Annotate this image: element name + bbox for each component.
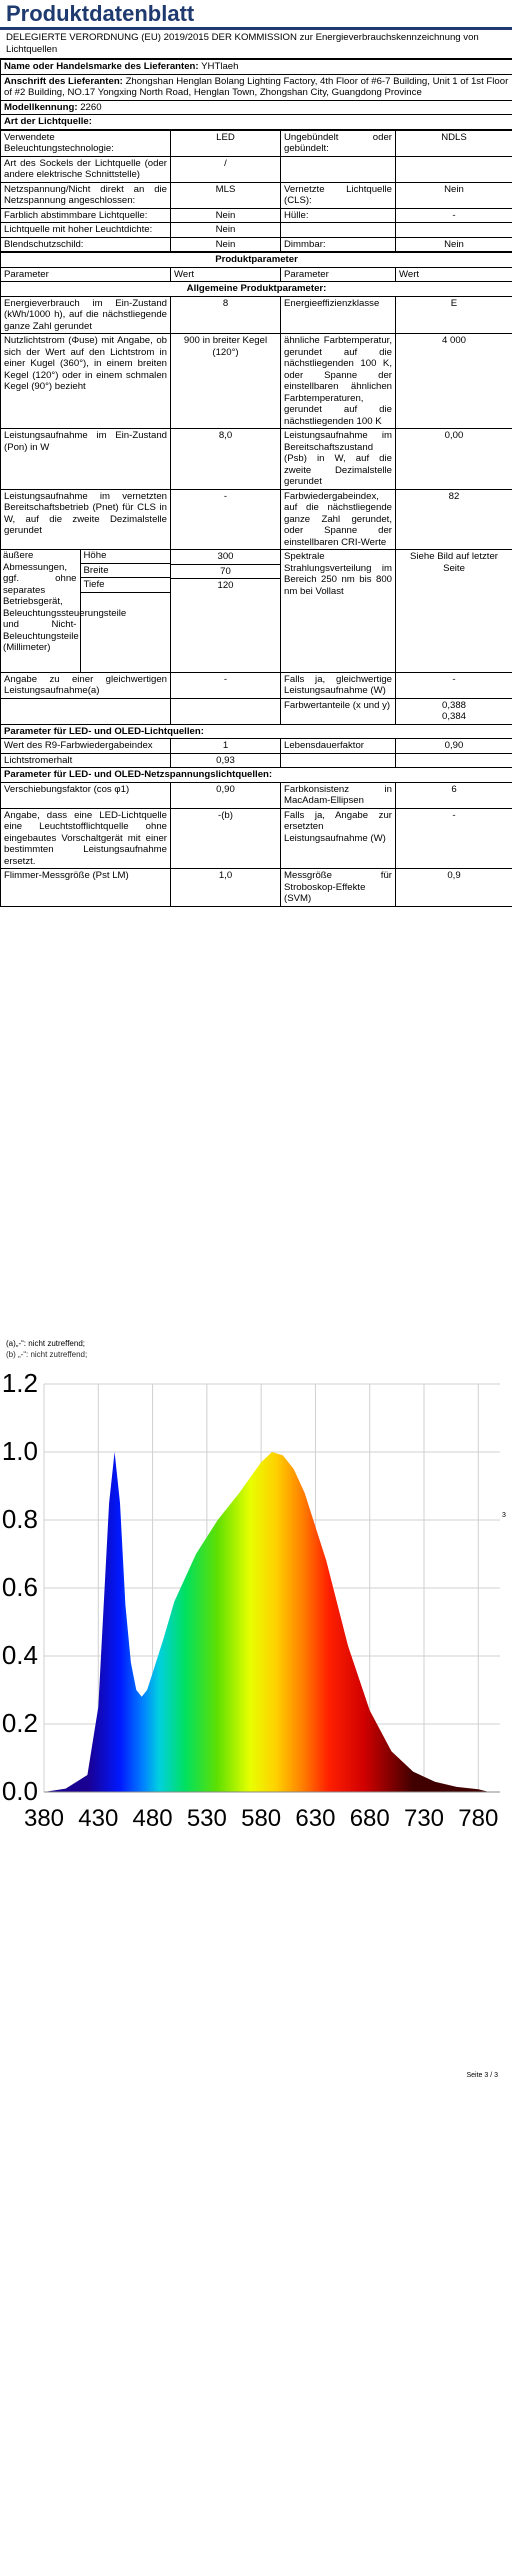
params-title: Produktparameter (1, 253, 512, 268)
chroma-left-empty (1, 698, 171, 724)
chroma-label: Farbwertanteile (x und y) (281, 698, 396, 724)
mls-param-value: 1,0 (171, 869, 281, 907)
lighttype-value: / (171, 156, 281, 182)
page-number: Seite 3 / 3 (466, 2072, 498, 2079)
param-row (1, 296, 512, 334)
led-param-value-2: 0,90 (396, 739, 512, 754)
param-label: Energieverbrauch im Ein-Zustand (kWh/1000 h), auf die nächstliegende ganze Zahl gerundet (1, 296, 171, 334)
lighttype-label-2: Dimmbar: (281, 237, 396, 252)
y-tick-label: 0.6 (1, 1572, 38, 1602)
mls-param-label-2: Falls ja, Angabe zur ersetzten Leistungsaufnahme (W) (281, 808, 396, 869)
led-param-row (1, 753, 512, 768)
lighttype-row (1, 208, 512, 223)
spectrum-chart (0, 1372, 512, 1872)
param-value: 8,0 (171, 429, 281, 490)
footnotes (6, 1338, 87, 1360)
supplier-name-label: Name oder Handelsmarke des Lieferanten: (4, 61, 199, 72)
dimensions-spacer (80, 592, 170, 673)
lighttype-row (1, 223, 512, 238)
param-row (1, 334, 512, 429)
model-row (1, 100, 512, 115)
y-tick-label: 0.4 (1, 1640, 38, 1670)
model-label: Modellkennung: (4, 101, 78, 113)
led-param-row (1, 739, 512, 754)
mls-param-label-2: Farbkonsistenz in MacAdam-Ellipsen (281, 782, 396, 808)
lighttype-label: Farblich abstimmbare Lichtquelle: (1, 208, 171, 223)
param-label: Angabe zu einer gleichwertigen Leistungsaufnahme(a) (1, 672, 171, 698)
param-label-2: ähnliche Farbtemperatur, gerundet auf die nächstliegenden 100 K, oder Spanne der einstellbaren ähnlichen Farbtemperaturen, gerundet auf die nächstliegenden 100 K (281, 334, 396, 429)
x-tick-label: 480 (132, 1805, 173, 1832)
height-label: Höhe (80, 549, 170, 563)
lighttype-value: Nein (171, 208, 281, 223)
param-label: Leistungsaufnahme im vernetzten Bereitschaftsbetrieb (Pnet) für CLS in W, auf die zweite Dezimalstelle gerundet (1, 489, 171, 550)
supplier-name-value: YHTlaeh (201, 61, 239, 72)
params-table (0, 252, 512, 907)
mls-param-row (1, 808, 512, 869)
param-row (1, 429, 512, 490)
mls-param-label: Angabe, dass eine LED-Lichtquelle eine Leuchtstofflichtquelle ohne eingebautes Vorschaltgerät mit einer bestimmten Leistungsaufnahme ersetzt. (1, 808, 171, 869)
mls-params-header: Parameter für LED- und OLED-Netzspannungslichtquellen: (1, 768, 512, 783)
led-params-header: Parameter für LED- und OLED-Lichtquellen: (1, 724, 512, 739)
col-value-1: Wert (171, 267, 281, 282)
param-value-2: 82 (396, 489, 512, 550)
lighttype-label: Art des Sockels der Lichtquelle (oder andere elektrische Schnittstelle) (1, 156, 171, 182)
footnote-a: (a)„-“: nicht zutreffend; (6, 1339, 85, 1348)
param-value-2: E (396, 296, 512, 334)
mls-param-value-2: 0,9 (396, 869, 512, 907)
param-value: 900 in breiter Kegel (120°) (171, 334, 281, 429)
chroma-values (396, 698, 512, 724)
led-param-value: 0,93 (171, 753, 281, 768)
y-tick-label: 0.2 (1, 1708, 38, 1738)
chroma-x: 0,388 (442, 699, 467, 711)
param-row (1, 672, 512, 698)
param-label: Leistungsaufnahme im Ein-Zustand (Pon) in W (1, 429, 171, 490)
param-value: - (171, 672, 281, 698)
height-value: 300 (171, 550, 280, 565)
col-value-2: Wert (396, 267, 512, 282)
led-param-label-2: Lebensdauerfaktor (281, 739, 396, 754)
supplier-address-label: Anschrift des Lieferanten: (4, 75, 123, 87)
width-label: Breite (80, 563, 170, 578)
param-value: 8 (171, 296, 281, 334)
supplier-name-row (1, 60, 512, 75)
lighttype-label: Lichtquelle mit hoher Leuchtdichte: (1, 223, 171, 238)
lighttype-label-2: Ungebündelt oder gebündelt: (281, 130, 396, 156)
led-param-label: Lichtstromerhalt (1, 753, 171, 768)
y-tick-label: 1.2 (1, 1372, 38, 1398)
param-value-2: - (396, 672, 512, 698)
y-tick-label: 1.0 (1, 1436, 38, 1466)
mls-param-label: Verschiebungsfaktor (cos φ1) (1, 782, 171, 808)
mls-param-label-2: Messgröße für Stroboskop-Effekte (SVM) (281, 869, 396, 907)
lighttype-label-2 (281, 156, 396, 182)
lighttype-label-2: Hülle: (281, 208, 396, 223)
supplier-table (0, 59, 512, 130)
param-label: Nutzlichtstrom (Φuse) mit Angabe, ob sich der Wert auf den Lichtstrom in einer Kugel (360°), in einem breiten Kegel (120°) oder in einem schmalen Kegel (90°) bezieht (1, 334, 171, 429)
led-param-value-2 (396, 753, 512, 768)
lighttype-value-2 (396, 223, 512, 238)
y-tick-label: 0.0 (1, 1776, 38, 1806)
lighttype-label: Verwendete Beleuchtungstechnologie: (1, 130, 171, 156)
mls-param-row (1, 869, 512, 907)
datasheet-page (0, 0, 512, 907)
mls-param-value: -(b) (171, 808, 281, 869)
x-tick-label: 580 (241, 1805, 282, 1832)
lighttype-value-2: NDLS (396, 130, 512, 156)
title-underline (0, 27, 512, 30)
lighttype-value-2: - (396, 208, 512, 223)
lighttype-label-2: Vernetzte Lichtquelle (CLS): (281, 182, 396, 208)
col-param-2: Parameter (281, 267, 396, 282)
depth-label: Tiefe (80, 578, 170, 593)
lighttype-label-2 (281, 223, 396, 238)
lighttype-header: Art der Lichtquelle: (1, 115, 512, 130)
mls-param-value: 0,90 (171, 782, 281, 808)
lighttype-row (1, 130, 512, 156)
x-tick-label: 780 (458, 1805, 499, 1832)
spectral-value: Siehe Bild auf letzter Seite (396, 550, 512, 673)
dimensions-values (171, 550, 281, 673)
col-param-1: Parameter (1, 267, 171, 282)
mls-param-label: Flimmer-Messgröße (Pst LM) (1, 869, 171, 907)
lighttype-row (1, 182, 512, 208)
lighttype-label: Netzspannung/Nicht direkt an die Netzspannung angeschlossen: (1, 182, 171, 208)
led-param-label-2 (281, 753, 396, 768)
lighttype-value-2 (396, 156, 512, 182)
width-value: 70 (171, 565, 280, 580)
mls-param-row (1, 782, 512, 808)
y-tick-label: 0.8 (1, 1504, 38, 1534)
x-tick-label: 380 (23, 1805, 65, 1832)
param-value-2: 4 000 (396, 334, 512, 429)
spectral-label: Spektrale Strahlungsverteilung im Bereich 250 nm bis 800 nm bei Vollast (281, 550, 396, 673)
param-row (1, 489, 512, 550)
lighttype-value: Nein (171, 237, 281, 252)
chroma-y: 0,384 (442, 711, 467, 722)
x-tick-label: 730 (403, 1805, 445, 1832)
mls-param-value-2: 6 (396, 782, 512, 808)
x-tick-label: 530 (186, 1805, 227, 1832)
param-label-2: Farbwiedergabeindex, auf die nächstliegende ganze Zahl gerundet, oder Spanne der einstellbaren CRI-Werte (281, 489, 396, 550)
x-tick-label: 630 (295, 1805, 336, 1832)
page-title: Produktdatenblatt (6, 1, 195, 26)
param-value: - (171, 489, 281, 550)
lighttype-label: Blendschutzschild: (1, 237, 171, 252)
regulation-text: DELEGIERTE VERORDNUNG (EU) 2019/2015 DER KOMMISSION zur Energieverbrauchskennzeichnung von Lichtquellen (0, 32, 512, 59)
dimensions-label: äußere Abmessungen, ggf. ohne separates Betriebsgerät, Beleuchtungssteuerungsteile und Nicht-Beleuchtungsteile (Millimeter) (0, 549, 80, 673)
led-param-label: Wert des R9-Farbwiedergabeindex (1, 739, 171, 754)
param-label-2: Leistungsaufnahme im Bereitschaftszustand (Psb) in W, auf die zweite Dezimalstelle gerundet (281, 429, 396, 490)
x-tick-label: 430 (78, 1805, 119, 1832)
lighttype-value: LED (171, 130, 281, 156)
lighttype-row (1, 237, 512, 252)
lighttype-value: MLS (171, 182, 281, 208)
general-params-header: Allgemeine Produktparameter: (1, 282, 512, 297)
supplier-address-row (1, 74, 512, 100)
param-value-2: 0,00 (396, 429, 512, 490)
side-mark: 3 (502, 1512, 506, 1519)
lighttype-value-2: Nein (396, 182, 512, 208)
spectrum-area (44, 1452, 489, 1792)
lighttype-row (1, 156, 512, 182)
mls-param-value-2: - (396, 808, 512, 869)
supplier-address-value: Zhongshan Henglan Bolang Lighting Factory, 4th Floor of #6-7 Building, Unit 1 of 1st Floor of #2 Building, NO.17 Yongxing North Road, Henglan Town, Zhongshan City, Guangdong Province (4, 75, 509, 98)
chroma-left-empty-value (171, 698, 281, 724)
lighttype-value-2: Nein (396, 237, 512, 252)
footnote-b: (b) „-“: nicht zutreffend; (6, 1350, 88, 1359)
model-value: 2260 (80, 101, 102, 113)
lighttype-table (0, 130, 512, 253)
x-tick-label: 680 (349, 1805, 390, 1832)
led-param-value: 1 (171, 739, 281, 754)
spectrum-svg (0, 1372, 512, 1872)
param-label-2: Energieeffizienzklasse (281, 296, 396, 334)
lighttype-value: Nein (171, 223, 281, 238)
depth-value: 120 (217, 580, 234, 591)
dimensions-cell (1, 550, 171, 673)
param-label-2: Falls ja, gleichwertige Leistungsaufnahme (W) (281, 672, 396, 698)
